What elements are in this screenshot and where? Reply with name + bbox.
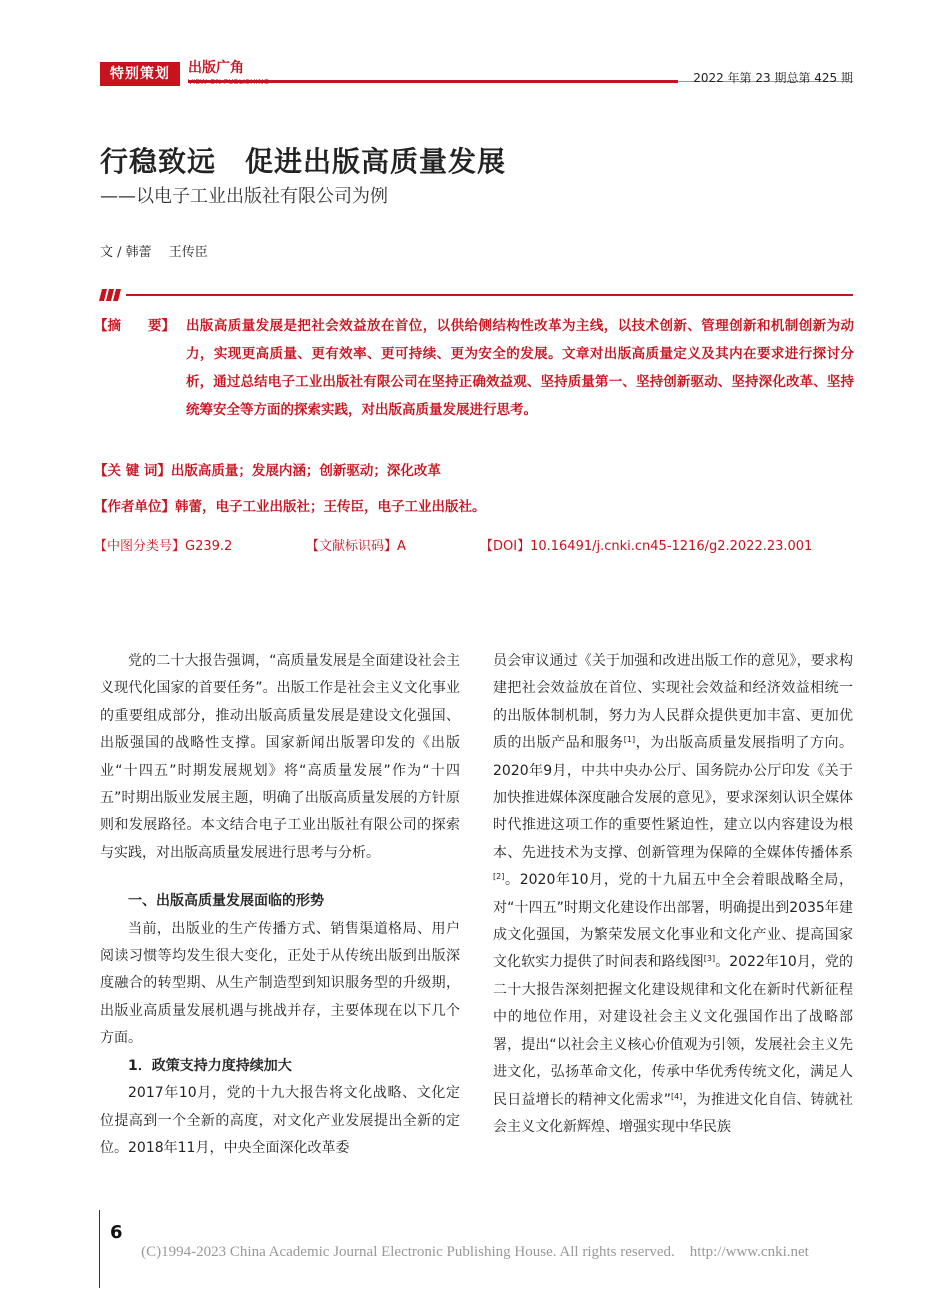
journal-brand: 出版广角 <box>188 60 244 76</box>
author-org-value: 韩蕾，电子工业出版社；王传臣，电子工业出版社。 <box>175 499 486 515</box>
body-paragraph <box>493 648 853 1141</box>
keywords-value: 出版高质量；发展内涵；创新驱动；深化改革 <box>170 463 441 479</box>
section-heading-1: 一、出版高质量发展面临的形势 <box>128 893 324 910</box>
doi-value: 10.16491/j.cnki.cn45-1216/g2.2022.23.001 <box>530 539 813 554</box>
citation-ref-1: [1] <box>623 735 636 745</box>
section-badge: 特别策划 <box>100 62 180 86</box>
body-paragraph: 党的二十大报告强调，“高质量发展是全面建设社会主义现代化国家的首要任务”。出版工作是社会主义文化事业的重要组成部分，推动出版高质量发展是建设文化强国、出版强国的战略性支撑。国家新闻出版署印发的《出版业“十四五”时期发展规划》将“高质量发展”作为“十四五”时期出版业发展主题，明确了出版高质量发展的方针原则和发展路径。本文结合电子工业出版社有限公司的探索与实践，对出版高质量发展进行思考与分析。 <box>100 653 460 861</box>
keywords-line <box>94 457 441 485</box>
subsection-heading-1: 1．政策支持力度持续加大 <box>128 1057 292 1074</box>
body-right-column <box>493 648 853 1141</box>
abstract-rule <box>126 294 853 296</box>
keywords-label: 【关 键 词】 <box>94 463 171 479</box>
doc-code-value: A <box>397 539 406 554</box>
text-run: 。2020年10月，党的十九届五中全会着眼战略全局，对“十四五”时期文化建设作出部署，明确提出到2035年建成文化强国，为繁荣发展文化事业和文化产业、提高国家文化软实力提供了时间表和路线图 <box>493 872 853 971</box>
text-run: ，为推进文化自信、铸就社会主义文化新辉煌、增强实现中华民族 <box>493 1091 853 1135</box>
doc-code-line <box>306 533 406 561</box>
citation-ref-2: [2] <box>493 872 505 882</box>
clc-value: G239.2 <box>185 539 233 554</box>
body-paragraph: 2017年10月，党的十九大报告将文化战略、文化定位提高到一个全新的高度，对文化产业发展提出全新的定位。2018年11月，中央全面深化改革委 <box>100 1085 460 1156</box>
article-subtitle: ——以电子工业出版社有限公司为例 <box>100 186 388 207</box>
text-run: 员会审议通过《关于加强和改进出版工作的意见》，要求构建把社会效益放在首位、实现社会效益和经济效益相统一的出版体制机制，努力为人民群众提供更加丰富、更加优质的出版产品和服务 <box>493 653 853 752</box>
slash-marks-icon <box>99 289 123 301</box>
copyright-watermark: (C)1994-2023 China Academic Journal Electronic Publishing House. All rights reserved. http://www.cnki.net <box>141 1244 809 1260</box>
citation-ref-3: [3] <box>703 954 716 964</box>
body-left-column <box>100 648 460 1162</box>
body-paragraph: 当前，出版业的生产传播方式、销售渠道格局、用户阅读习惯等均发生很大变化，正处于从传统出版到出版深度融合的转型期、从生产制造型到知识服务型的升级期，出版业高质量发展机遇与挑战并存，主要体现在以下几个方面。 <box>100 920 460 1047</box>
author-org-line <box>94 493 486 521</box>
header-rule-red <box>188 80 678 83</box>
citation-ref-4: [4] <box>670 1091 683 1101</box>
abstract-text: 出版高质量发展是把社会效益放在首位，以供给侧结构性改革为主线，以技术创新、管理创新和机制创新为动力，实现更高质量、更有效率、更可持续、更为安全的发展。文章对出版高质量定义及其内在要求进行探讨分析，通过总结电子工业出版社有限公司在坚持正确效益观、坚持质量第一、坚持创新驱动、坚持深化改革、坚持统筹安全等方面的探索实践，对出版高质量发展进行思考。 <box>186 318 854 418</box>
doi-line <box>480 533 812 561</box>
doi-label: 【DOI】 <box>480 539 531 554</box>
page-number: 6 <box>110 1222 123 1243</box>
article-authors: 文 / 韩蕾 王传臣 <box>100 245 208 260</box>
clc-label: 【中图分类号】 <box>94 539 186 554</box>
clc-line <box>94 533 232 561</box>
abstract-label: 【摘 要】 <box>94 318 175 334</box>
issue-info: 2022 年第 23 期总第 425 期 <box>693 71 853 85</box>
doc-code-label: 【文献标识码】 <box>306 539 398 554</box>
article-title: 行稳致远 促进出版高质量发展 <box>100 145 507 178</box>
text-run: ，为出版高质量发展指明了方向。2020年9月，中共中央办公厅、国务院办公厅印发《关于加快推进媒体深度融合发展的意见》，要求深刻认识全媒体时代推进这项工作的重要性紧迫性，建立以内容建设为根本、先进技术为支撑、创新管理为保障的全媒体传播体系 <box>493 735 854 861</box>
text-run: 。2022年10月，党的二十大报告深刻把握文化建设规律和文化在新时代新征程中的地位作用，对建设社会主义文化强国作出了战略部署，提出“以社会主义核心价值观为引领，发展社会主义先进文化，弘扬革命文化，传承中华优秀传统文化，满足人民日益增长的精神文化需求” <box>493 954 854 1108</box>
author-org-label: 【作者单位】 <box>94 499 175 515</box>
